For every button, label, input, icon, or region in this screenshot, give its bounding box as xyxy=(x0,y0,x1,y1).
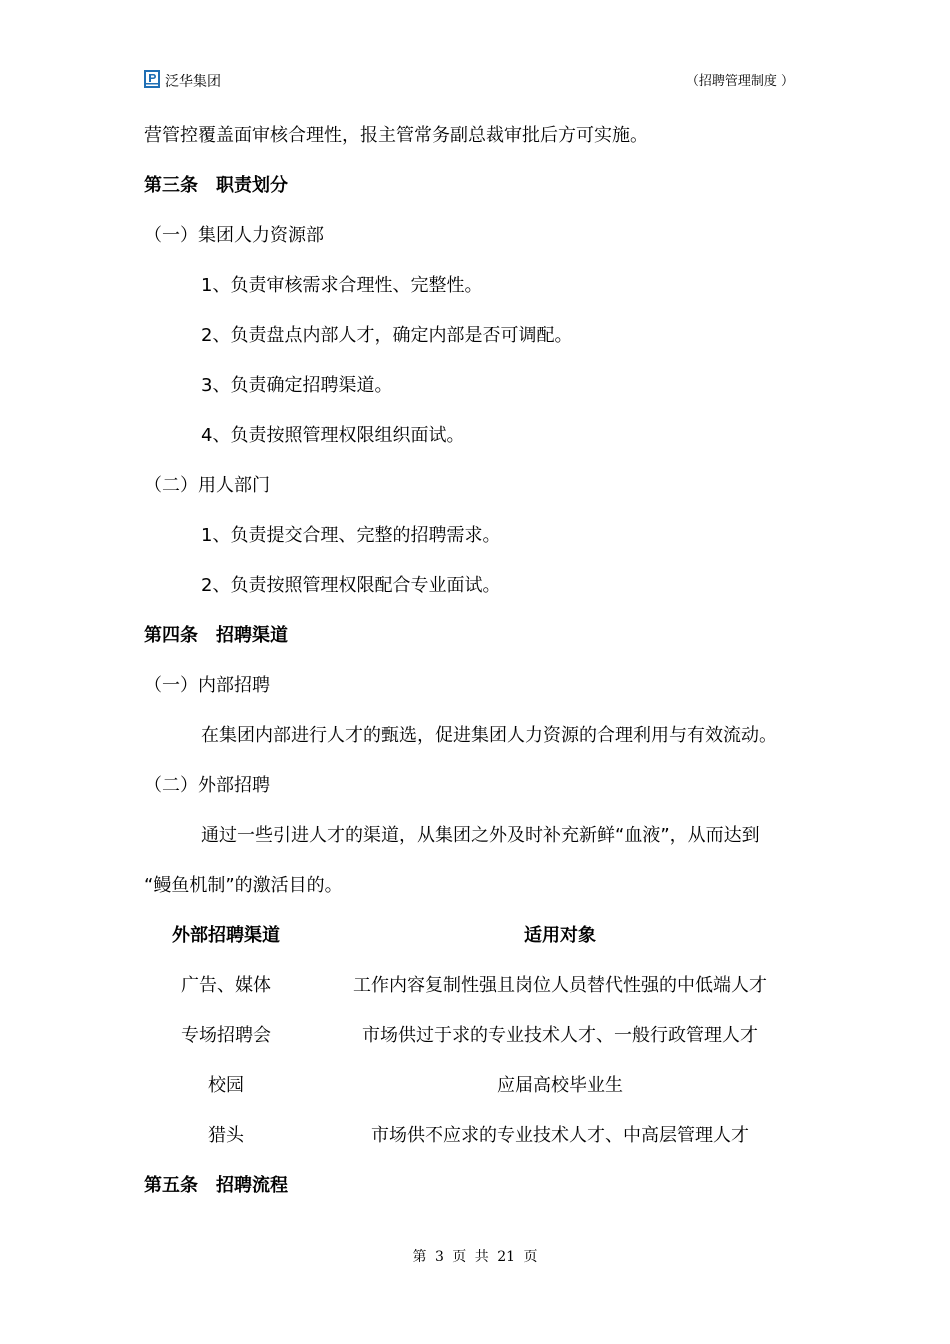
external-recruit-text-2: “鳗鱼机制”的激活目的。 xyxy=(144,875,343,896)
internal-recruit-label: （一）内部招聘 xyxy=(144,675,270,696)
article-5-heading xyxy=(144,1161,814,1211)
company-logo-icon xyxy=(144,70,160,88)
table-cell-channel: 猎头 xyxy=(208,1125,244,1146)
channel-table xyxy=(144,911,814,1161)
document-body xyxy=(144,111,814,1211)
page-footer: 第 3 页 共 21 页 xyxy=(412,1249,538,1265)
table-cell-channel: 校园 xyxy=(208,1075,244,1096)
article-3-heading xyxy=(144,161,814,211)
table-header-channel: 外部招聘渠道 xyxy=(172,925,280,946)
article-5-title: 招聘流程 xyxy=(216,1175,288,1196)
page-header xyxy=(144,68,794,98)
list-item: 1、负责审核需求合理性、完整性。 xyxy=(201,275,483,296)
article-4-number: 第四条 xyxy=(144,625,198,646)
article-5-number: 第五条 xyxy=(144,1175,198,1196)
company-name: 泛华集团 xyxy=(165,74,221,90)
article-3-number: 第三条 xyxy=(144,175,198,196)
table-cell-target: 市场供过于求的专业技术人才、一般行政管理人才 xyxy=(362,1025,758,1046)
list-item: 2、负责盘点内部人才，确定内部是否可调配。 xyxy=(201,325,573,346)
list-item: 2、负责按照管理权限配合专业面试。 xyxy=(201,575,501,596)
list-item: 4、负责按照管理权限组织面试。 xyxy=(201,425,465,446)
table-cell-target: 应届高校毕业生 xyxy=(497,1075,623,1096)
external-recruit-text-1: 通过一些引进人才的渠道，从集团之外及时补充新鲜“血液”，从而达到 xyxy=(201,825,760,846)
article-3-title: 职责划分 xyxy=(216,175,288,196)
table-header-target: 适用对象 xyxy=(524,925,596,946)
intro-line: 营管控覆盖面审核合理性，报主管常务副总裁审批后方可实施。 xyxy=(144,125,648,146)
table-cell-target: 工作内容复制性强且岗位人员替代性强的中低端人才 xyxy=(353,975,767,996)
table-cell-channel: 专场招聘会 xyxy=(181,1025,271,1046)
external-recruit-label: （二）外部招聘 xyxy=(144,775,270,796)
article-4-heading xyxy=(144,611,814,661)
document-title: （招聘管理制度 ） xyxy=(685,74,794,89)
section-dept-label: （二）用人部门 xyxy=(144,475,270,496)
article-4-title: 招聘渠道 xyxy=(216,625,288,646)
list-item: 1、负责提交合理、完整的招聘需求。 xyxy=(201,525,501,546)
table-cell-target: 市场供不应求的专业技术人才、中高层管理人才 xyxy=(371,1125,749,1146)
list-item: 3、负责确定招聘渠道。 xyxy=(201,375,393,396)
table-cell-channel: 广告、媒体 xyxy=(181,975,271,996)
section-hr-label: （一）集团人力资源部 xyxy=(144,225,324,246)
internal-recruit-text: 在集团内部进行人才的甄选，促进集团人力资源的合理利用与有效流动。 xyxy=(201,725,777,746)
